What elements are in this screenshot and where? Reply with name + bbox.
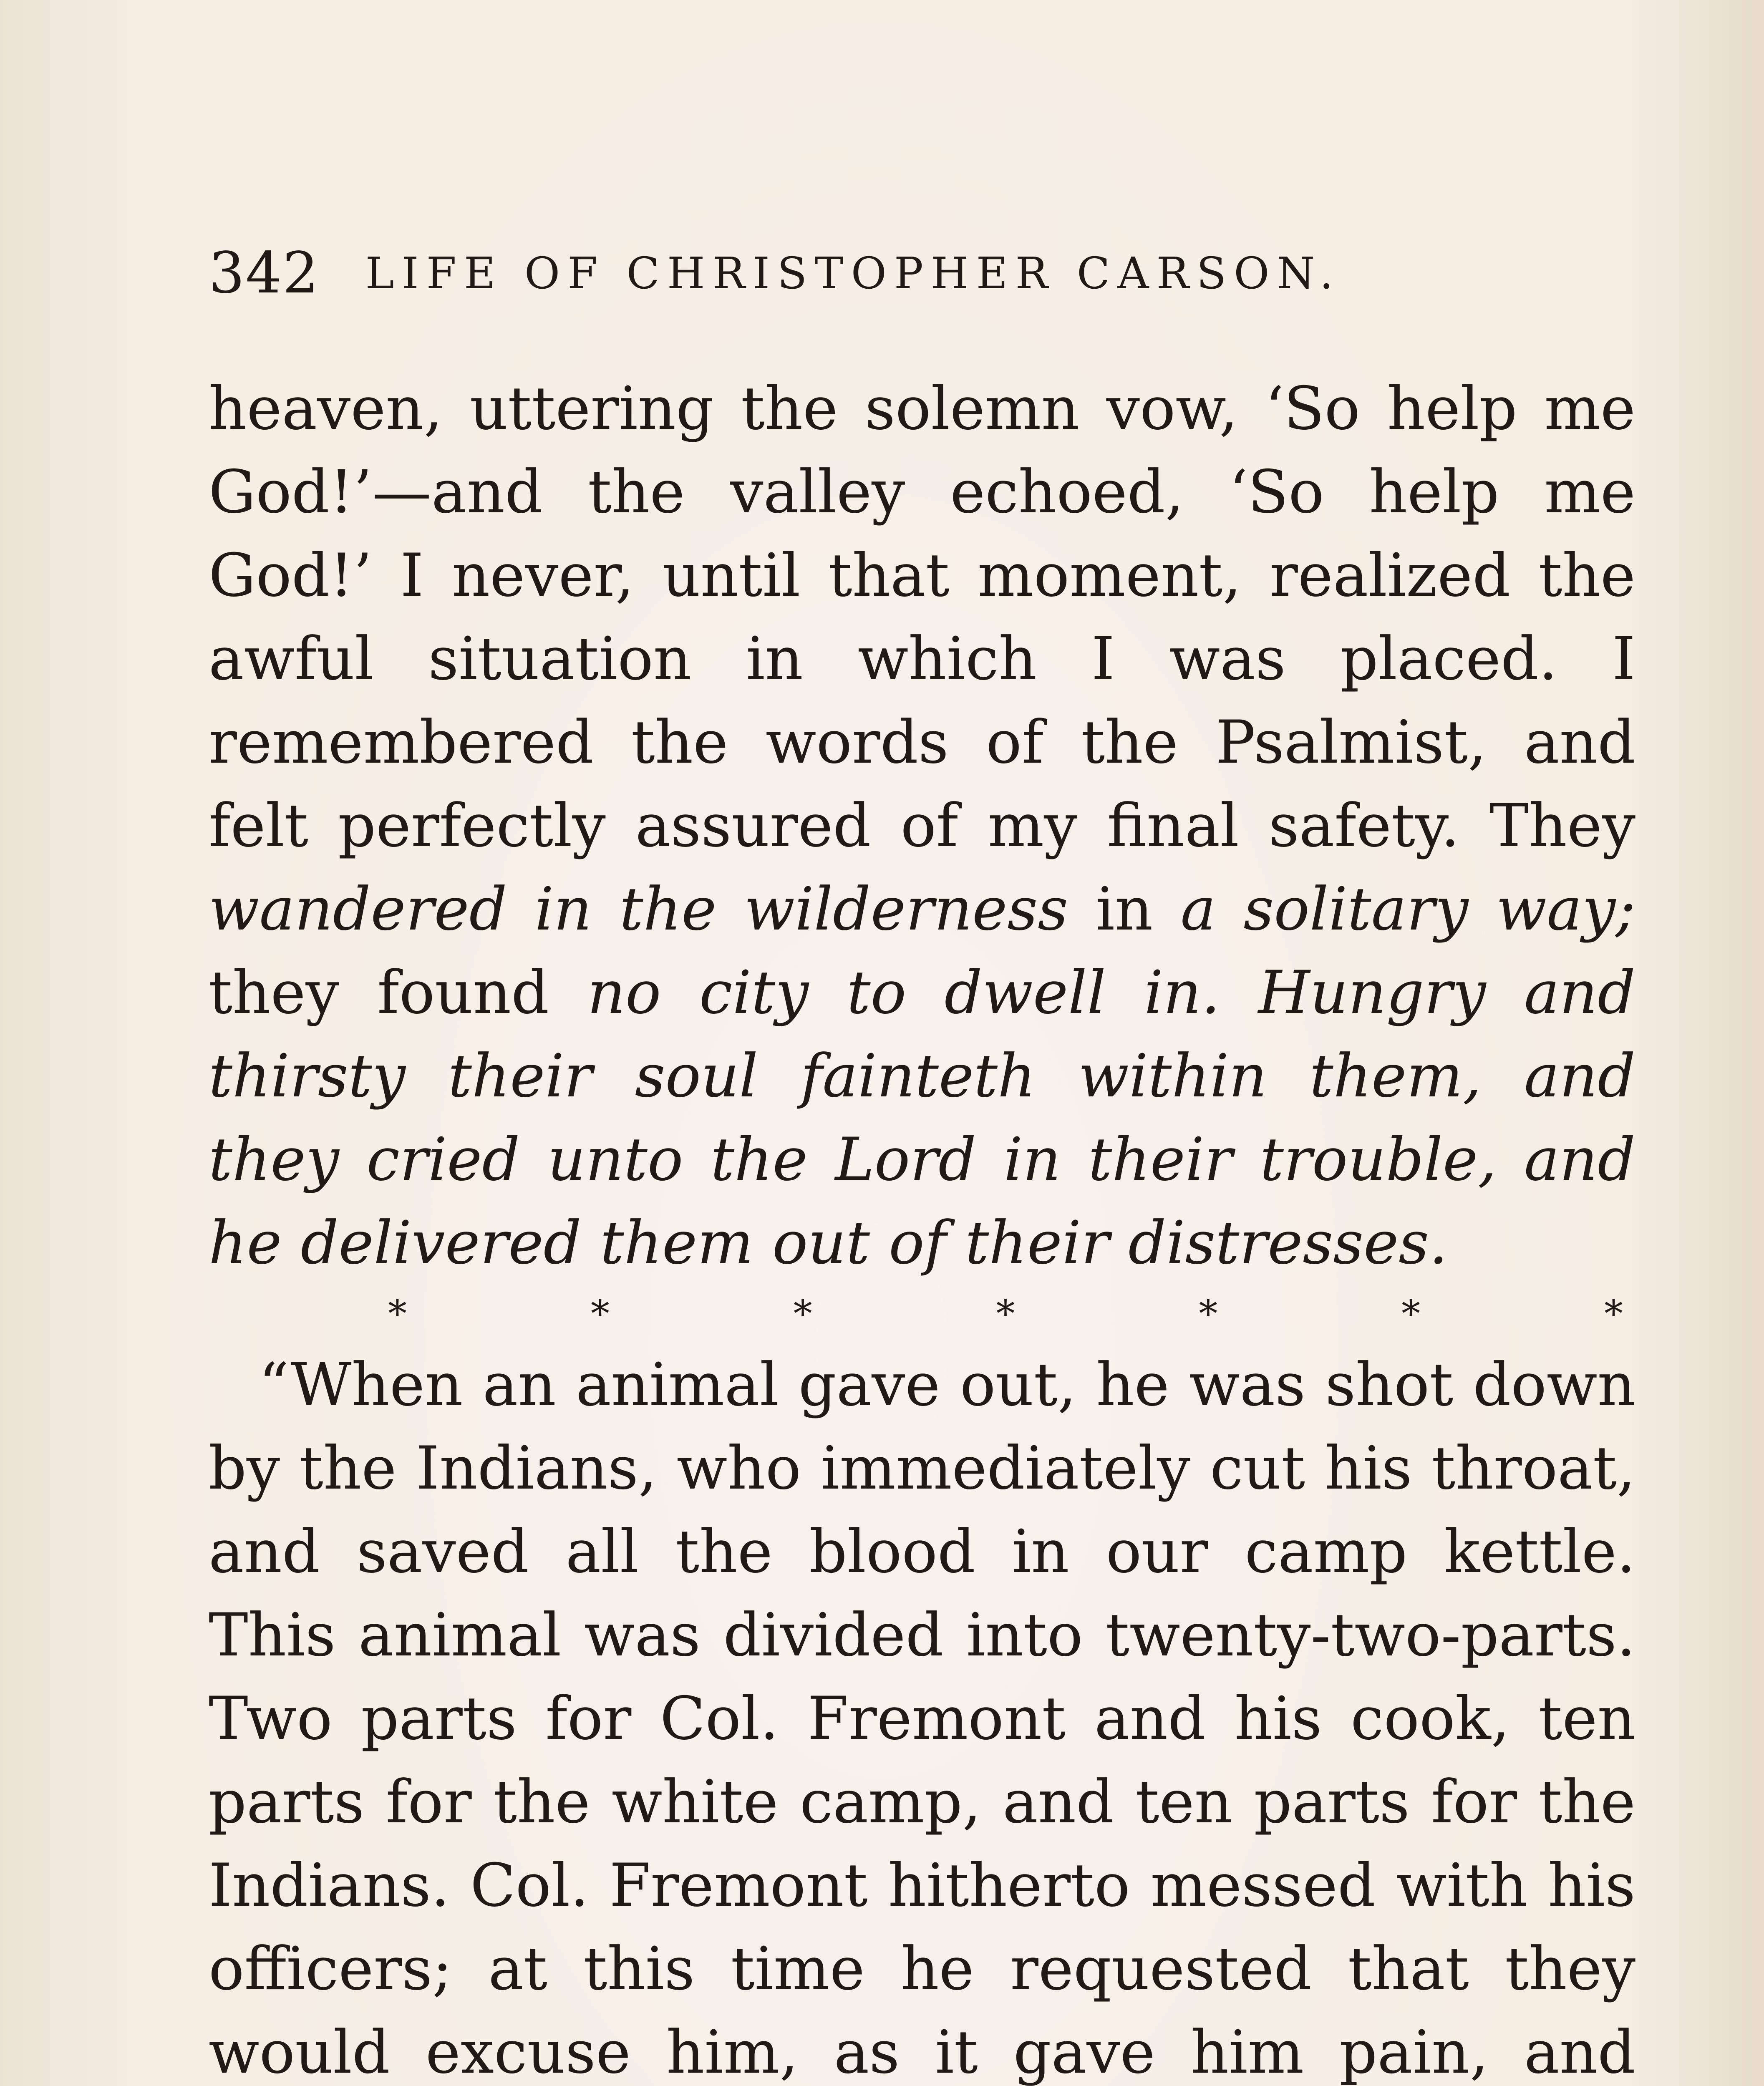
separator-star: * <box>1604 1292 1623 1336</box>
paragraph-1-text-b: in <box>1068 875 1181 944</box>
separator-star: * <box>996 1292 1015 1336</box>
paragraph-1-text-a: heaven, uttering the solemn vow, ‘So help me God!’—and the valley echoed, ‘So help me God!’ I never, until that moment, realized the awful situation in which I was placed. I remembered the words of the Psalmist, and felt perfectly assured of my final safety. They <box>209 374 1635 860</box>
page-number: 342 <box>209 240 320 306</box>
separator-star: * <box>793 1292 812 1336</box>
body-text <box>209 367 1635 2086</box>
paragraph-1-italic-b: a solitary way; <box>1180 875 1635 944</box>
separator-star: * <box>1199 1292 1218 1336</box>
paragraph-1-italic-a: wandered in the wilderness <box>209 875 1068 944</box>
separator-star: * <box>590 1292 610 1336</box>
separator-star: * <box>1401 1292 1421 1336</box>
paragraph-1-italic-c: no city to dwell in. Hungry and thirsty their soul fainteth within them, and they cried unto the Lord in their trouble, and he delivered them out of their distresses. <box>209 958 1635 1277</box>
paragraph-2: “When an animal gave out, he was shot down by the Indians, who immediately cut his throat, and saved all the blood in our camp kettle. This animal was divided into twenty-two-parts. Two parts for Col. Fremont and his cook, ten parts for the white camp, and ten parts for the Indians. Col. Fremont hitherto messed with his officers; at this time he requested that they would excuse him, as it gave him pain, and <box>209 1350 1635 2086</box>
paragraph-1-text-c: they found <box>209 958 587 1027</box>
separator-star: * <box>388 1292 407 1336</box>
running-title: LIFE OF CHRISTOPHER CARSON. <box>365 248 1341 299</box>
page-header <box>209 234 1635 313</box>
section-separator <box>209 1287 1635 1341</box>
paragraph-1 <box>209 367 1635 1285</box>
